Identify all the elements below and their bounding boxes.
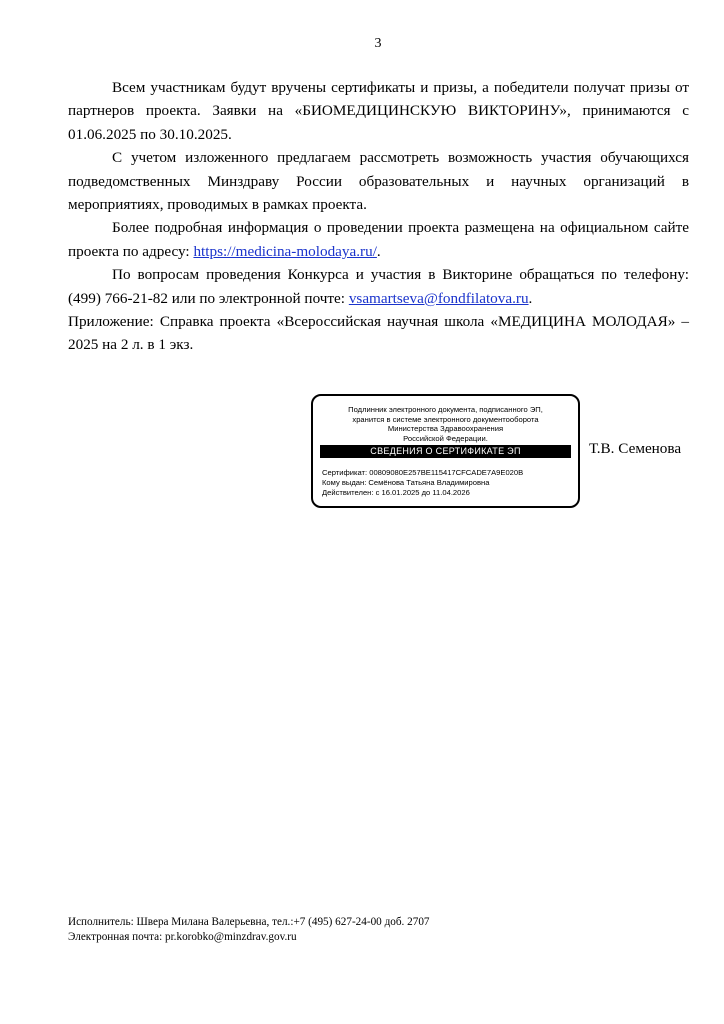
paragraph-certificates: Всем участникам будут вручены сертификаты и призы, а победители получат призы от партнеров проекта. Заявки на «БИОМЕДИЦИНСКУЮ ВИКТОРИНУ», принимаются с 01.06.2025 по 30.10.2025. bbox=[68, 79, 689, 143]
contacts-text: По вопросам проведения Конкурса и участия в Викторине обращаться по телефону: (499) 766-21-82 или по электронной почте: bbox=[68, 266, 689, 307]
certificate-validity: Действителен: с 16.01.2025 до 11.04.2026 bbox=[322, 487, 470, 497]
electronic-signature-stamp bbox=[311, 394, 580, 508]
contacts-end: . bbox=[528, 289, 533, 307]
paragraph-attachment: Приложение: Справка проекта «Всероссийская научная школа «МЕДИЦИНА МОЛОДАЯ» – 2025 на 2 л. в 1 экз. bbox=[68, 313, 689, 354]
stamp-line-1: Подлинник электронного документа, подписанного ЭП, bbox=[348, 405, 543, 414]
paragraph-more-info bbox=[68, 216, 689, 263]
project-website-link[interactable]: https://medicina-molodaya.ru/ bbox=[193, 242, 377, 260]
stamp-line-2: хранится в системе электронного документооборота bbox=[352, 414, 539, 424]
stamp-header bbox=[313, 405, 578, 443]
more-info-text: Более подробная информация о проведении проекта размещена на официальном сайте проекта по адресу: bbox=[68, 219, 689, 260]
stamp-details bbox=[322, 468, 578, 497]
letter-body bbox=[68, 76, 689, 357]
contact-email-link[interactable]: vsamartseva@fondfilatova.ru bbox=[348, 289, 529, 307]
signer-name: Т.В. Семенова bbox=[589, 440, 682, 457]
paragraph-contacts bbox=[68, 263, 689, 310]
more-info-end: . bbox=[376, 242, 381, 260]
certificate-number: Сертификат: 00809080E257BE115417CFCADE7A9E020B bbox=[322, 468, 524, 478]
stamp-title-bar: СВЕДЕНИЯ О СЕРТИФИКАТЕ ЭП bbox=[320, 445, 571, 458]
executor-line-2: Электронная почта: pr.korobko@minzdrav.gov.ru bbox=[68, 931, 297, 943]
page-number: 3 bbox=[374, 36, 382, 51]
stamp-line-3: Министерства Здравоохранения bbox=[387, 424, 504, 434]
certificate-owner: Кому выдан: Семёнова Татьяна Владимировна bbox=[322, 477, 490, 487]
stamp-line-4: Российской Федерации. bbox=[403, 433, 488, 443]
paragraph-proposal: С учетом изложенного предлагаем рассмотреть возможность участия обучающихся подведомственных Минздраву России образовательных и научных организаций в мероприятиях, проводимых в рамках проекта. bbox=[68, 149, 689, 214]
executor-line-1: Исполнитель: Швера Милана Валерьевна, тел.:+7 (495) 627-24-00 доб. 2707 bbox=[68, 916, 430, 928]
executor-info bbox=[68, 915, 430, 945]
